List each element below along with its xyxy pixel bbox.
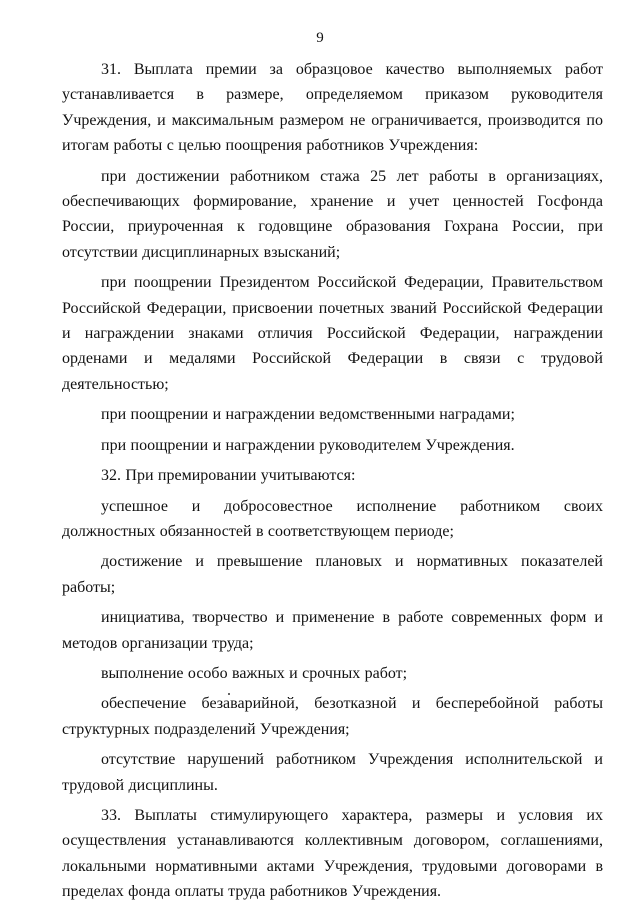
clause-31-paragraph: 31. Выплата премии за образцовое качество выполняемых работ устанавливается в размере, определяемом приказом руководителя Учреждения, и максимальным размером не ограничивается, производится по итогам работы с целью поощрения работников Учреждения: — [62, 61, 603, 155]
clause-31-item-departmental-awards: при поощрении и награждении ведомственными наградами; — [101, 406, 515, 424]
clause-32-item-duties: успешное и добросовестное исполнение работником своих должностных обязанностей в соответствующем периоде; — [62, 497, 603, 540]
clause-32-item-initiative: инициатива, творчество и применение в работе современных форм и методов организации труда; — [62, 609, 603, 652]
clause-31-item-seniority: при достижении работником стажа 25 лет работы в организациях, обеспечивающих формирование, хранение и учет ценностей Госфонда России, приуроченная к годовщине образования Гохрана России, при отсутствии дисциплинарных взысканий; — [62, 167, 603, 261]
clause-32-paragraph: 32. При премировании учитываются: — [101, 467, 356, 485]
clause-32-item-urgent-work: выполнение особо важных и срочных работ; — [101, 664, 408, 682]
clause-32-item-reliability: обеспечение безаварийной, безотказной и бесперебойной работы структурных подразделений Учреждения; — [62, 695, 603, 738]
clause-32-item-discipline: отсутствие нарушений работником Учреждения исполнительской и трудовой дисциплины. — [62, 751, 603, 794]
clause-32-item-targets: достижение и превышение плановых и нормативных показателей работы; — [62, 553, 603, 596]
document-body — [62, 57, 603, 905]
clause-33-paragraph: 33. Выплаты стимулирующего характера, размеры и условия их осуществления устанавливаются коллективным договором, соглашениями, локальными нормативными актами Учреждения, трудовыми договорами в пределах фонда оплаты труда работников Учреждения. — [62, 806, 603, 901]
scan-speck — [228, 693, 230, 695]
clause-31-item-state-awards: при поощрении Президентом Российской Федерации, Правительством Российской Федерации, присвоении почетных званий Российской Федерации и награждении знаками отличия Российской Федерации, награждении орденами и медалями Российской Федерации в связи с трудовой деятельностью; — [62, 274, 603, 393]
page-number: 9 — [316, 30, 324, 46]
clause-31-item-head-awards: при поощрении и награждении руководителем Учреждения. — [101, 436, 515, 454]
